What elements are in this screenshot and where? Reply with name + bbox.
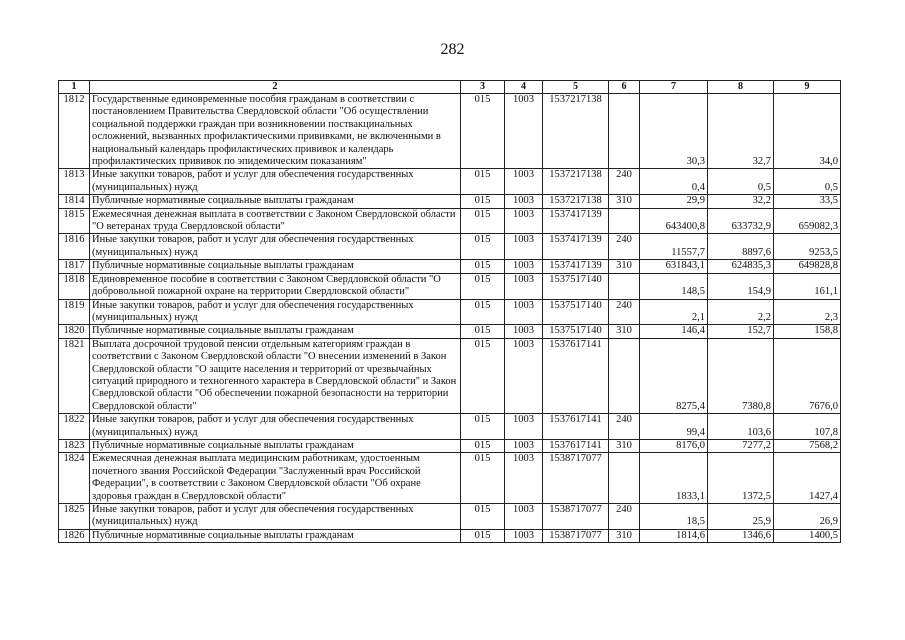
amount-cell: 32,7 xyxy=(708,94,774,169)
amount-cell: 631843,1 xyxy=(640,260,708,273)
section-cell: 1003 xyxy=(505,453,543,504)
section-cell: 1003 xyxy=(505,273,543,299)
amount-cell: 29,9 xyxy=(640,195,708,208)
description-cell: Публичные нормативные социальные выплаты гражданам xyxy=(90,529,461,542)
target-article-cell: 1537517140 xyxy=(543,299,609,325)
code-cell: 015 xyxy=(461,504,505,530)
description-cell: Ежемесячная денежная выплата медицинским работникам, удостоенным почетного звания Российской Федерации "Заслуженный врач Российской Федерации", в соответствии с Законом Свердловской области "Об охране здоровья граждан в Свердловской области" xyxy=(90,453,461,504)
column-header: 1 xyxy=(59,81,90,94)
expense-type-cell xyxy=(609,208,640,234)
code-cell: 015 xyxy=(461,208,505,234)
target-article-cell: 1537217138 xyxy=(543,169,609,195)
amount-cell: 18,5 xyxy=(640,504,708,530)
code-cell: 015 xyxy=(461,260,505,273)
description-cell: Единовременное пособие в соответствии с Законом Свердловской области "О добровольной пожарной охране на территории Свердловской области" xyxy=(90,273,461,299)
column-header: 2 xyxy=(90,81,461,94)
row-number-cell: 1817 xyxy=(59,260,90,273)
row-number-cell: 1813 xyxy=(59,169,90,195)
expense-type-cell: 310 xyxy=(609,260,640,273)
description-cell: Иные закупки товаров, работ и услуг для обеспечения государственных (муниципальных) нужд xyxy=(90,504,461,530)
amount-cell: 649828,8 xyxy=(774,260,841,273)
code-cell: 015 xyxy=(461,414,505,440)
row-number-cell: 1816 xyxy=(59,234,90,260)
amount-cell: 107,8 xyxy=(774,414,841,440)
table-row xyxy=(59,325,841,338)
target-article-cell: 1538717077 xyxy=(543,529,609,542)
description-cell: Иные закупки товаров, работ и услуг для обеспечения государственных (муниципальных) нужд xyxy=(90,299,461,325)
amount-cell: 8897,6 xyxy=(708,234,774,260)
code-cell: 015 xyxy=(461,439,505,452)
section-cell: 1003 xyxy=(505,504,543,530)
target-article-cell: 1537417139 xyxy=(543,208,609,234)
target-article-cell: 1537617141 xyxy=(543,439,609,452)
amount-cell: 7380,8 xyxy=(708,338,774,413)
amount-cell: 7277,2 xyxy=(708,439,774,452)
amount-cell: 103,6 xyxy=(708,414,774,440)
expense-type-cell: 240 xyxy=(609,234,640,260)
amount-cell: 8275,4 xyxy=(640,338,708,413)
section-cell: 1003 xyxy=(505,195,543,208)
table-row xyxy=(59,94,841,169)
section-cell: 1003 xyxy=(505,208,543,234)
expense-type-cell: 310 xyxy=(609,529,640,542)
section-cell: 1003 xyxy=(505,325,543,338)
target-article-cell: 1537617141 xyxy=(543,414,609,440)
amount-cell: 633732,9 xyxy=(708,208,774,234)
description-cell: Ежемесячная денежная выплата в соответствии с Законом Свердловской области "О ветеранах труда Свердловской области" xyxy=(90,208,461,234)
expense-type-cell: 240 xyxy=(609,504,640,530)
section-cell: 1003 xyxy=(505,529,543,542)
table-row xyxy=(59,234,841,260)
expense-type-cell: 310 xyxy=(609,325,640,338)
code-cell: 015 xyxy=(461,273,505,299)
target-article-cell: 1537417139 xyxy=(543,234,609,260)
table-row xyxy=(59,414,841,440)
table-row xyxy=(59,273,841,299)
table-row xyxy=(59,504,841,530)
section-cell: 1003 xyxy=(505,338,543,413)
amount-cell: 1427,4 xyxy=(774,453,841,504)
column-header: 7 xyxy=(640,81,708,94)
row-number-cell: 1826 xyxy=(59,529,90,542)
amount-cell: 7568,2 xyxy=(774,439,841,452)
amount-cell: 99,4 xyxy=(640,414,708,440)
description-cell: Публичные нормативные социальные выплаты гражданам xyxy=(90,439,461,452)
row-number-cell: 1824 xyxy=(59,453,90,504)
table-row xyxy=(59,299,841,325)
description-cell: Выплата досрочной трудовой пенсии отдельным категориям граждан в соответствии с Законом Свердловской области "О внесении изменений в Закон Свердловской области "О защите населения и территорий от чрезвычайных ситуаций природного и техногенного характера в Свердловской области" и Закон Свердловской области "Об обеспечении пожарной безопасности на территории Свердловской области" xyxy=(90,338,461,413)
row-number-cell: 1825 xyxy=(59,504,90,530)
expense-type-cell: 310 xyxy=(609,439,640,452)
section-cell: 1003 xyxy=(505,169,543,195)
description-cell: Государственные единовременные пособия гражданам в соответствии с постановлением Правительства Свердловской области "Об осуществлении социальной поддержки граждан при возникновении поствакцинальных осложнений, вызванных профилактическими прививками, не включенными в национальный календарь профилактических прививок и календарь профилактических прививок по эпидемическим показаниям" xyxy=(90,94,461,169)
amount-cell: 659082,3 xyxy=(774,208,841,234)
amount-cell: 148,5 xyxy=(640,273,708,299)
amount-cell: 33,5 xyxy=(774,195,841,208)
description-cell: Иные закупки товаров, работ и услуг для обеспечения государственных (муниципальных) нужд xyxy=(90,414,461,440)
column-header: 6 xyxy=(609,81,640,94)
table-row xyxy=(59,453,841,504)
table-header-row xyxy=(59,81,841,94)
row-number-cell: 1820 xyxy=(59,325,90,338)
expense-type-cell: 310 xyxy=(609,195,640,208)
row-number-cell: 1818 xyxy=(59,273,90,299)
amount-cell: 1814,6 xyxy=(640,529,708,542)
section-cell: 1003 xyxy=(505,414,543,440)
target-article-cell: 1538717077 xyxy=(543,453,609,504)
row-number-cell: 1822 xyxy=(59,414,90,440)
table-row xyxy=(59,260,841,273)
code-cell: 015 xyxy=(461,234,505,260)
target-article-cell: 1537517140 xyxy=(543,325,609,338)
target-article-cell: 1537417139 xyxy=(543,260,609,273)
amount-cell: 158,8 xyxy=(774,325,841,338)
code-cell: 015 xyxy=(461,453,505,504)
amount-cell: 11557,7 xyxy=(640,234,708,260)
row-number-cell: 1812 xyxy=(59,94,90,169)
description-cell: Иные закупки товаров, работ и услуг для обеспечения государственных (муниципальных) нужд xyxy=(90,234,461,260)
expense-type-cell xyxy=(609,338,640,413)
section-cell: 1003 xyxy=(505,94,543,169)
code-cell: 015 xyxy=(461,299,505,325)
expense-type-cell xyxy=(609,453,640,504)
amount-cell: 26,9 xyxy=(774,504,841,530)
target-article-cell: 1537217138 xyxy=(543,94,609,169)
table-row xyxy=(59,208,841,234)
budget-table xyxy=(58,80,841,543)
expense-type-cell: 240 xyxy=(609,169,640,195)
amount-cell: 8176,0 xyxy=(640,439,708,452)
row-number-cell: 1814 xyxy=(59,195,90,208)
amount-cell: 1346,6 xyxy=(708,529,774,542)
amount-cell: 152,7 xyxy=(708,325,774,338)
amount-cell: 30,3 xyxy=(640,94,708,169)
amount-cell: 34,0 xyxy=(774,94,841,169)
row-number-cell: 1815 xyxy=(59,208,90,234)
amount-cell: 32,2 xyxy=(708,195,774,208)
section-cell: 1003 xyxy=(505,439,543,452)
column-header: 5 xyxy=(543,81,609,94)
amount-cell: 161,1 xyxy=(774,273,841,299)
row-number-cell: 1823 xyxy=(59,439,90,452)
column-header: 8 xyxy=(708,81,774,94)
table-row xyxy=(59,439,841,452)
target-article-cell: 1537617141 xyxy=(543,338,609,413)
table-row xyxy=(59,529,841,542)
expense-type-cell: 240 xyxy=(609,299,640,325)
amount-cell: 9253,5 xyxy=(774,234,841,260)
section-cell: 1003 xyxy=(505,234,543,260)
code-cell: 015 xyxy=(461,529,505,542)
target-article-cell: 1537517140 xyxy=(543,273,609,299)
column-header: 3 xyxy=(461,81,505,94)
expense-type-cell xyxy=(609,94,640,169)
code-cell: 015 xyxy=(461,94,505,169)
description-cell: Иные закупки товаров, работ и услуг для обеспечения государственных (муниципальных) нужд xyxy=(90,169,461,195)
section-cell: 1003 xyxy=(505,260,543,273)
code-cell: 015 xyxy=(461,195,505,208)
description-cell: Публичные нормативные социальные выплаты гражданам xyxy=(90,195,461,208)
column-header: 9 xyxy=(774,81,841,94)
amount-cell: 2,2 xyxy=(708,299,774,325)
row-number-cell: 1821 xyxy=(59,338,90,413)
page-number: 282 xyxy=(440,41,465,58)
section-cell: 1003 xyxy=(505,299,543,325)
code-cell: 015 xyxy=(461,338,505,413)
amount-cell: 1372,5 xyxy=(708,453,774,504)
code-cell: 015 xyxy=(461,169,505,195)
amount-cell: 7676,0 xyxy=(774,338,841,413)
amount-cell: 1400,5 xyxy=(774,529,841,542)
row-number-cell: 1819 xyxy=(59,299,90,325)
amount-cell: 624835,3 xyxy=(708,260,774,273)
description-cell: Публичные нормативные социальные выплаты гражданам xyxy=(90,260,461,273)
description-cell: Публичные нормативные социальные выплаты гражданам xyxy=(90,325,461,338)
table-row xyxy=(59,169,841,195)
target-article-cell: 1538717077 xyxy=(543,504,609,530)
amount-cell: 1833,1 xyxy=(640,453,708,504)
amount-cell: 0,5 xyxy=(708,169,774,195)
amount-cell: 2,3 xyxy=(774,299,841,325)
expense-type-cell: 240 xyxy=(609,414,640,440)
table-row xyxy=(59,338,841,413)
amount-cell: 0,4 xyxy=(640,169,708,195)
amount-cell: 0,5 xyxy=(774,169,841,195)
amount-cell: 2,1 xyxy=(640,299,708,325)
expense-type-cell xyxy=(609,273,640,299)
amount-cell: 643400,8 xyxy=(640,208,708,234)
code-cell: 015 xyxy=(461,325,505,338)
target-article-cell: 1537217138 xyxy=(543,195,609,208)
amount-cell: 154,9 xyxy=(708,273,774,299)
amount-cell: 146,4 xyxy=(640,325,708,338)
table-row xyxy=(59,195,841,208)
column-header: 4 xyxy=(505,81,543,94)
amount-cell: 25,9 xyxy=(708,504,774,530)
